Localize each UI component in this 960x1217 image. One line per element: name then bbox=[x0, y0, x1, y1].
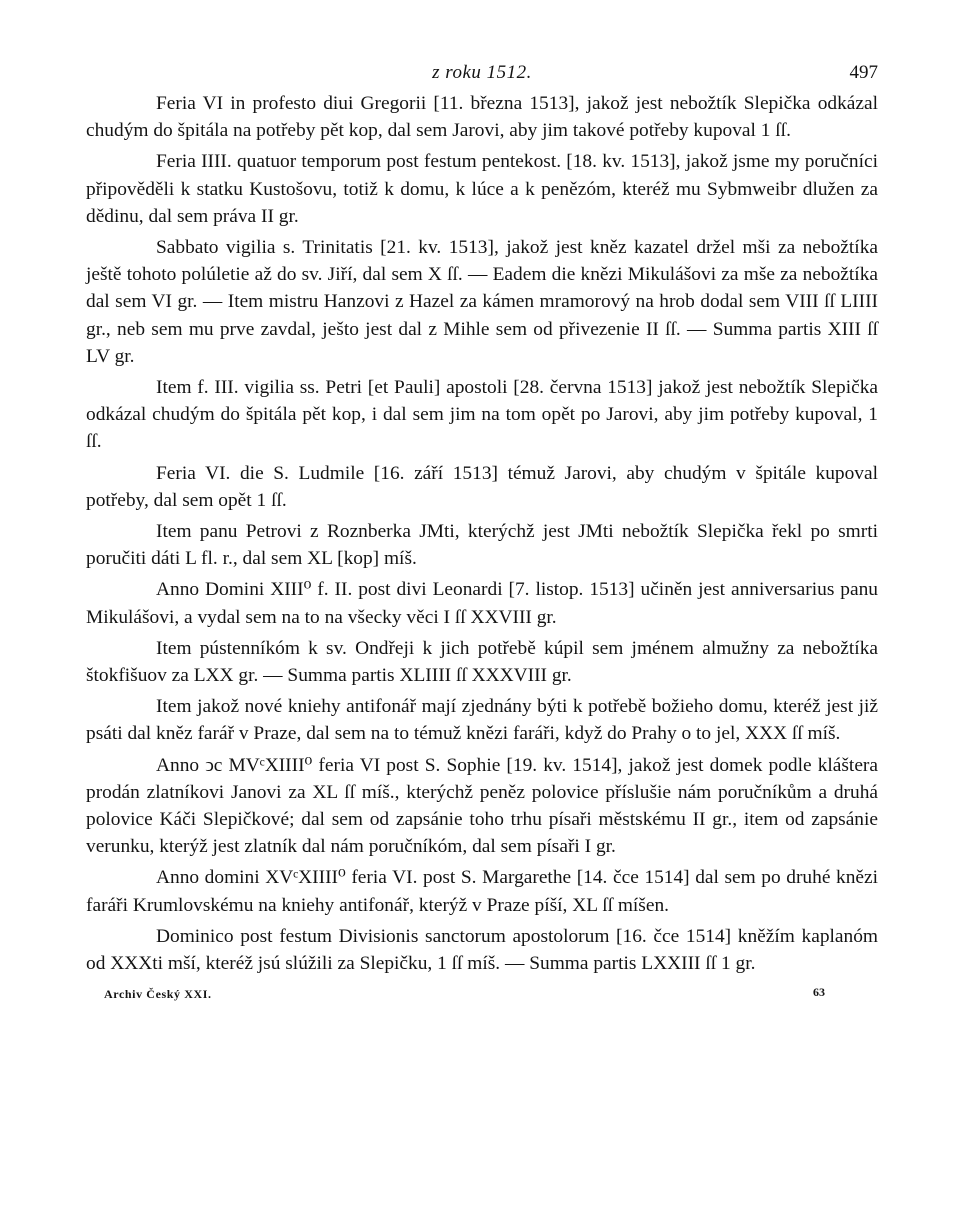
running-title: z roku 1512. bbox=[432, 62, 532, 83]
paragraph: Anno Domini XIII⁰ f. II. post divi Leonardi [7. listop. 1513] učiněn jest anniversarius panu Mikulášovi, a vydal sem na to na všecky věci I ſſ XXVIII gr. bbox=[86, 579, 878, 628]
paragraph: Item panu Petrovi z Roznberka JMti, kterýchž jest JMti nebožtík Slepička řekl po smrti poručiti dáti L fl. r., dal sem XL [kop] míš. bbox=[86, 521, 878, 570]
paragraph: Item pústenníkóm k sv. Ondřeji k jich potřebě kúpil sem jménem almužny za nebožtíka štokfišuov za LXX gr. — Summa partis XLIIII ſſ XXXVIII gr. bbox=[86, 637, 878, 687]
paragraph: Feria VI. die S. Ludmile [16. září 1513] témuž Jarovi, aby chudým v špitále kupoval potřeby, dal sem opět 1 ſſ. bbox=[86, 462, 878, 511]
paragraph: Feria VI in profesto diui Gregorii [11. března 1513], jakož jest nebožtík Slepička odkázal chudým do špitála na potřeby pět kop, dal sem Jarovi, aby jim takové potřeby kupoval 1 ſſ. bbox=[86, 93, 878, 142]
running-head bbox=[86, 56, 878, 90]
paragraph: Anno ↄc MVᶜXIIII⁰ feria VI post S. Sophie [19. kv. 1514], jakož jest domek podle kláštera prodán zlatníkovi Janovi za XL ſſ míš., kterýchž peněz polovice příslušie nám poručníkům a druhá polovice Káči Slepičkové; dal sem od zapsánie toho trhu písaři městskému II gr., item od zapsánie verunku, kterýž jest zlatník dal nám poručníkóm, dal sem písaři I gr. bbox=[86, 754, 878, 858]
paragraph: Feria IIII. quatuor temporum post festum pentekost. [18. kv. 1513], jakož jsme my poručníci připověděli k statku Kustošovu, totiž k domu, k lúce a k penězóm, kteréž mu Sybmweibr dlužen za dědinu, dal sem práva II gr. bbox=[86, 151, 878, 227]
paragraph: Sabbato vigilia s. Trinitatis [21. kv. 1513], jakož jest kněz kazatel držel mši za nebožtíka ještě tohoto polúletie až do sv. Jiří, dal sem X ſſ. — Eadem die knězi Mikulášovi za mše za nebožtíka dal sem VI gr. — Item mistru Hanzovi z Hazel za kámen mramorový na hrob dodal sem VIII ſſ LIIII gr., neb sem mu prve zavdal, ješto jest dal z Mihle sem od přivezenie II ſſ. — Summa partis XIII ſſ LV gr. bbox=[86, 237, 878, 367]
paragraph: Item jakož nové kniehy antifonář mají zjednány býti k potřebě božieho domu, kteréž jest již psáti dal kněz farář v Praze, dal sem na to témuž knězi faráři, když do Prahy o to jel, XXX ſſ míš. bbox=[86, 696, 878, 745]
paragraph: Dominico post festum Divisionis sanctorum apostolorum [16. čce 1514] kněžím kaplanóm od XXXti mší, kteréž jsú slúžili za Slepičku, 1 ſſ míš. — Summa partis LXXIII ſſ 1 gr. bbox=[86, 925, 878, 975]
paragraph: Anno domini XVᶜXIIII⁰ feria VI. post S. Margarethe [14. čce 1514] dal sem po druhé knězi faráři Krumlovskému na kniehy antifonář, kterýž v Praze píší, XL ſſ míšen. bbox=[86, 867, 878, 916]
paragraph: Item f. III. vigilia ss. Petri [et Pauli] apostoli [28. června 1513] jakož jest nebožtík Slepička odkázal chudým do špitála pět kop, i dal sem jim na tom opět po Jarovi, aby jim potřeby kupoval, 1 ſſ. bbox=[86, 377, 878, 453]
document-page bbox=[86, 56, 878, 1007]
sheet-number: 63 bbox=[813, 985, 825, 1000]
page-footer bbox=[86, 983, 878, 1007]
body-text bbox=[86, 90, 878, 977]
page-number: 497 bbox=[849, 62, 878, 83]
signature-mark: Archiv Český XXI. bbox=[104, 987, 212, 1002]
